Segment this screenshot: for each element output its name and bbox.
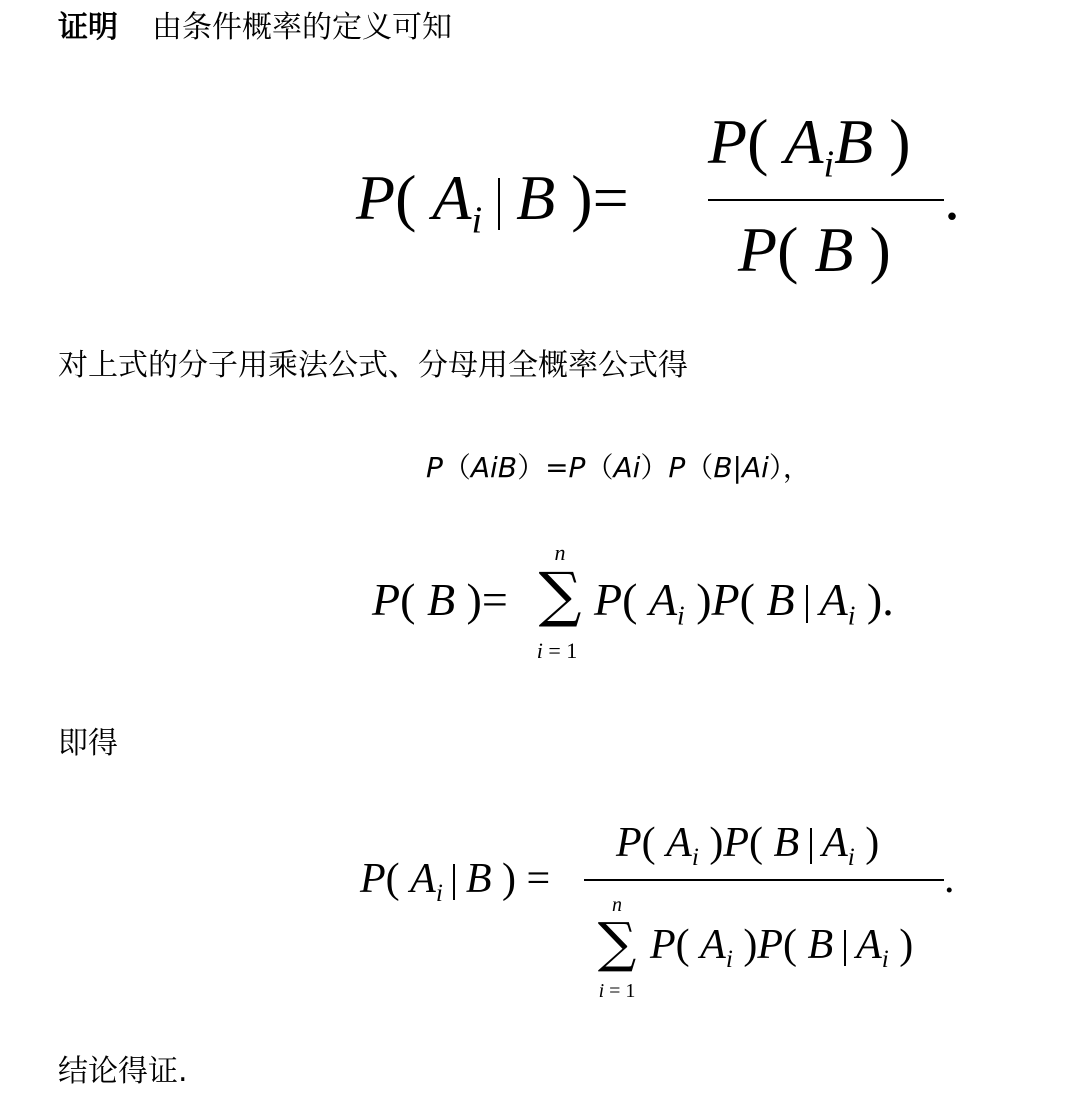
formula2-lower-limit: i = 1 — [536, 638, 578, 663]
formula3-numerator: P( $A_i$ )P( B $A_i$ ) — [616, 820, 880, 871]
sum-icon-denominator: ∑ — [597, 911, 637, 974]
sum-icon: ∑ — [538, 560, 582, 630]
line2: 对上式的分子用乘法公式、分母用全概率公式得 — [58, 348, 688, 383]
formula1-lhs: P( $A_i$ B )= — [356, 162, 629, 242]
formula3-fraction-bar — [584, 879, 944, 881]
formula1-period: . — [944, 162, 960, 233]
formula2-rhs: P( $A_i$ )P( B $A_i$ ). — [594, 574, 894, 631]
line3: 即得 — [58, 726, 118, 761]
proof-heading: 证明 — [58, 10, 118, 45]
formula2-lhs: P( B )= — [372, 574, 508, 625]
conclusion: 结论得证. — [58, 1054, 188, 1089]
formula1-denominator: P( B ) — [738, 214, 891, 285]
formula1-fraction-bar — [708, 199, 944, 201]
formula2-upper-limit: n — [554, 540, 566, 565]
formula3-lhs: P( $A_i$ B ) = — [360, 856, 551, 907]
intro-text: 由条件概率的定义可知 — [152, 10, 452, 45]
formula3-denominator: P( $A_i$ )P( B $A_i$ ) — [650, 922, 914, 973]
formula3-lower-limit: i = 1 — [598, 980, 636, 1002]
formula1-numerator: P( $A_iB$ ) — [708, 106, 911, 186]
formula3-period: . — [944, 856, 955, 902]
formula-multiplication: P（AiB）=P（Ai）P（B|Ai）， — [426, 451, 811, 484]
formula3-upper-limit: n — [612, 894, 622, 916]
intro-line — [58, 8, 452, 48]
